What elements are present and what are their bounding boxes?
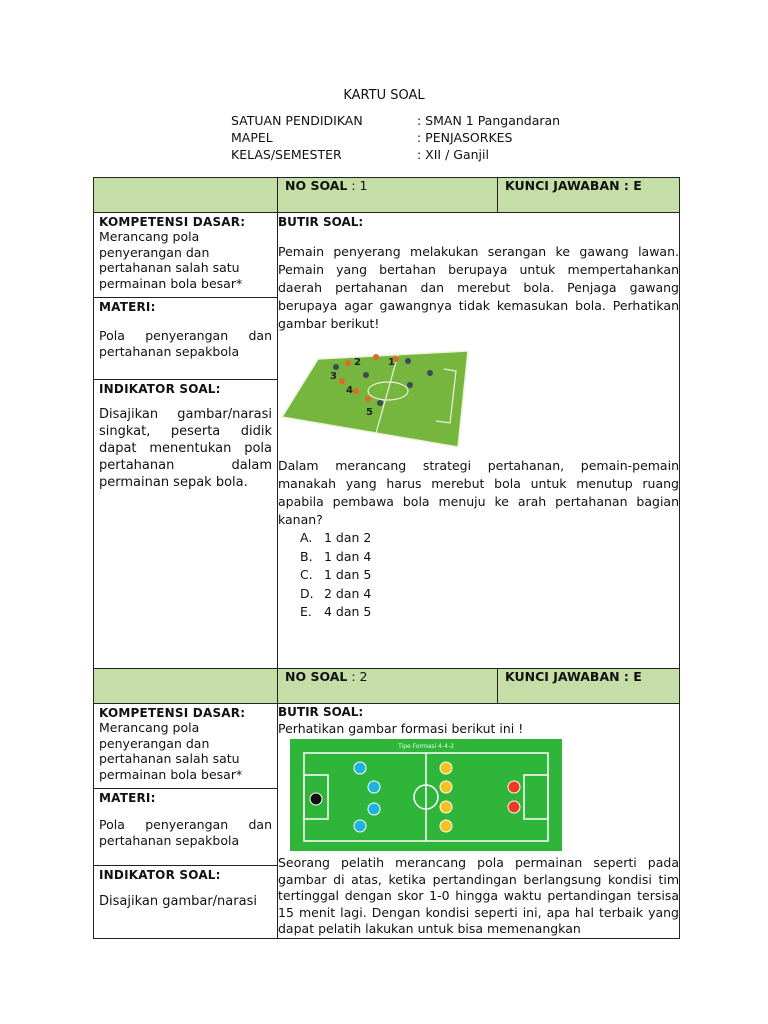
player-marker — [345, 360, 351, 366]
meta-value: : SMAN 1 Pangandaran — [417, 113, 561, 128]
indikator-heading: INDIKATOR SOAL: — [99, 382, 221, 396]
defender-marker — [354, 820, 366, 832]
kompetensi-dasar-section — [94, 213, 277, 298]
player-label: 3 — [330, 371, 337, 382]
no-soal-cell — [278, 178, 498, 213]
card-left-column — [94, 213, 278, 669]
card-body-row — [94, 213, 680, 669]
question-intro: Perhatikan gambar formasi berikut ini ! — [278, 720, 524, 736]
defender-marker — [368, 781, 380, 793]
no-soal-value: : 2 — [351, 669, 368, 684]
indikator-heading: INDIKATOR SOAL: — [99, 868, 221, 882]
no-soal-cell — [278, 669, 498, 704]
kompetensi-dasar-text: Merancang pola penyerangan dan pertahanan salah satu permainan bola besar* — [99, 229, 243, 291]
player-label: 5 — [366, 407, 373, 418]
no-soal-label: NO SOAL — [285, 178, 348, 193]
meta-value: : PENJASORKES — [417, 130, 513, 145]
question-card-table — [93, 177, 680, 939]
header-blank-cell — [94, 178, 278, 213]
meta-value: : XII / Ganjil — [417, 147, 489, 162]
formation-diagram — [290, 739, 562, 851]
meta-key: SATUAN PENDIDIKAN — [231, 113, 363, 128]
player-label: 2 — [354, 357, 361, 368]
no-soal-value: : 1 — [351, 178, 368, 193]
formation-title: Tipe Formasi 4-4-2 — [398, 743, 454, 750]
meta-row — [231, 112, 617, 129]
player-marker — [353, 388, 359, 394]
midfielder-marker — [440, 820, 452, 832]
indikator-section — [94, 380, 277, 495]
indikator-section — [94, 866, 277, 914]
midfielder-marker — [440, 801, 452, 813]
kompetensi-dasar-section — [94, 704, 277, 789]
defender-marker — [354, 762, 366, 774]
question-text: Seorang pelatih merancang pola permainan seperti pada gambar di atas, ketika pertandingan berlangsung kondisi tim tertinggal dengan skor 1-0 hingga waktu pertandingan tersisa 15 menit lagi. Dengan kondisi seperti ini, apa hal terbaik yang dapat pelatih lakukan untuk bisa memenangkan — [278, 855, 679, 936]
butir-soal-cell — [278, 213, 680, 669]
no-soal-label: NO SOAL — [285, 669, 348, 684]
player-marker — [405, 358, 411, 364]
materi-text: Pola penyerangan dan pertahanan sepakbola — [99, 328, 272, 359]
goalkeeper-marker — [310, 793, 322, 805]
player-marker — [377, 400, 383, 406]
kompetensi-dasar-text: Merancang pola penyerangan dan pertahanan salah satu permainan bola besar* — [99, 720, 243, 782]
page-title: KARTU SOAL — [343, 88, 425, 103]
answer-option: E. 4 dan 5 — [300, 604, 372, 619]
player-label: 4 — [346, 385, 353, 396]
player-marker — [365, 396, 371, 402]
card-header-row — [94, 178, 680, 213]
answer-option: B. 1 dan 4 — [300, 548, 372, 564]
materi-section — [94, 789, 277, 866]
butir-soal-cell — [278, 704, 680, 939]
answer-options — [278, 529, 679, 622]
midfielder-marker — [440, 781, 452, 793]
defender-marker — [368, 803, 380, 815]
butir-soal-heading: BUTIR SOAL: — [278, 705, 364, 719]
answer-option: A. 1 dan 2 — [300, 530, 372, 545]
kunci-jawaban-cell: KUNCI JAWABAN : E — [498, 178, 680, 213]
answer-option: C. 1 dan 5 — [300, 567, 372, 582]
player-marker — [427, 370, 433, 376]
kunci-jawaban-cell: KUNCI JAWABAN : E — [498, 669, 680, 704]
header-blank-cell — [94, 669, 278, 704]
materi-heading: MATERI: — [99, 791, 156, 805]
meta-row — [231, 129, 617, 146]
midfielder-marker — [440, 762, 452, 774]
meta-info — [231, 112, 617, 163]
meta-row — [231, 146, 617, 163]
materi-heading: MATERI: — [99, 300, 156, 314]
indikator-text: Disajikan gambar/narasi — [99, 894, 257, 909]
player-label: 1 — [388, 357, 395, 368]
player-marker — [373, 354, 379, 360]
meta-key: MAPEL — [231, 130, 273, 145]
card-body-row — [94, 704, 680, 939]
player-marker — [363, 372, 369, 378]
materi-section — [94, 298, 277, 380]
soccer-field-image — [280, 341, 470, 451]
kompetensi-dasar-heading: KOMPETENSI DASAR: — [99, 706, 246, 720]
forward-marker — [508, 801, 520, 813]
butir-soal-heading: BUTIR SOAL: — [278, 215, 364, 229]
forward-marker — [508, 781, 520, 793]
player-marker — [407, 382, 413, 388]
answer-option: D. 2 dan 4 — [300, 585, 372, 601]
card-header-row — [94, 669, 680, 704]
player-marker — [333, 364, 339, 370]
materi-text: Pola penyerangan dan pertahanan sepakbola — [99, 817, 272, 848]
player-marker — [339, 378, 345, 384]
question-intro: Pemain penyerang melakukan serangan ke gawang lawan. Pemain yang bertahan berupaya untuk mempertahankan daerah pertahanan dan merebut bola. Penjaga gawang berupaya agar gawangnya tidak kemasukan bola. Perhatikan gambar berikut! — [278, 244, 679, 331]
card-left-column — [94, 704, 278, 939]
indikator-text: Disajikan gambar/narasi singkat, peserta didik dapat menentukan pola pertahanan dalam permainan sepak bola. — [99, 407, 272, 490]
meta-key: KELAS/SEMESTER — [231, 147, 342, 162]
kompetensi-dasar-heading: KOMPETENSI DASAR: — [99, 215, 246, 229]
question-text: Dalam merancang strategi pertahanan, pemain-pemain manakah yang harus merebut bola untuk menutup ruang apabila pembawa bola menuju ke arah pertahanan bagian kanan? — [278, 458, 679, 527]
